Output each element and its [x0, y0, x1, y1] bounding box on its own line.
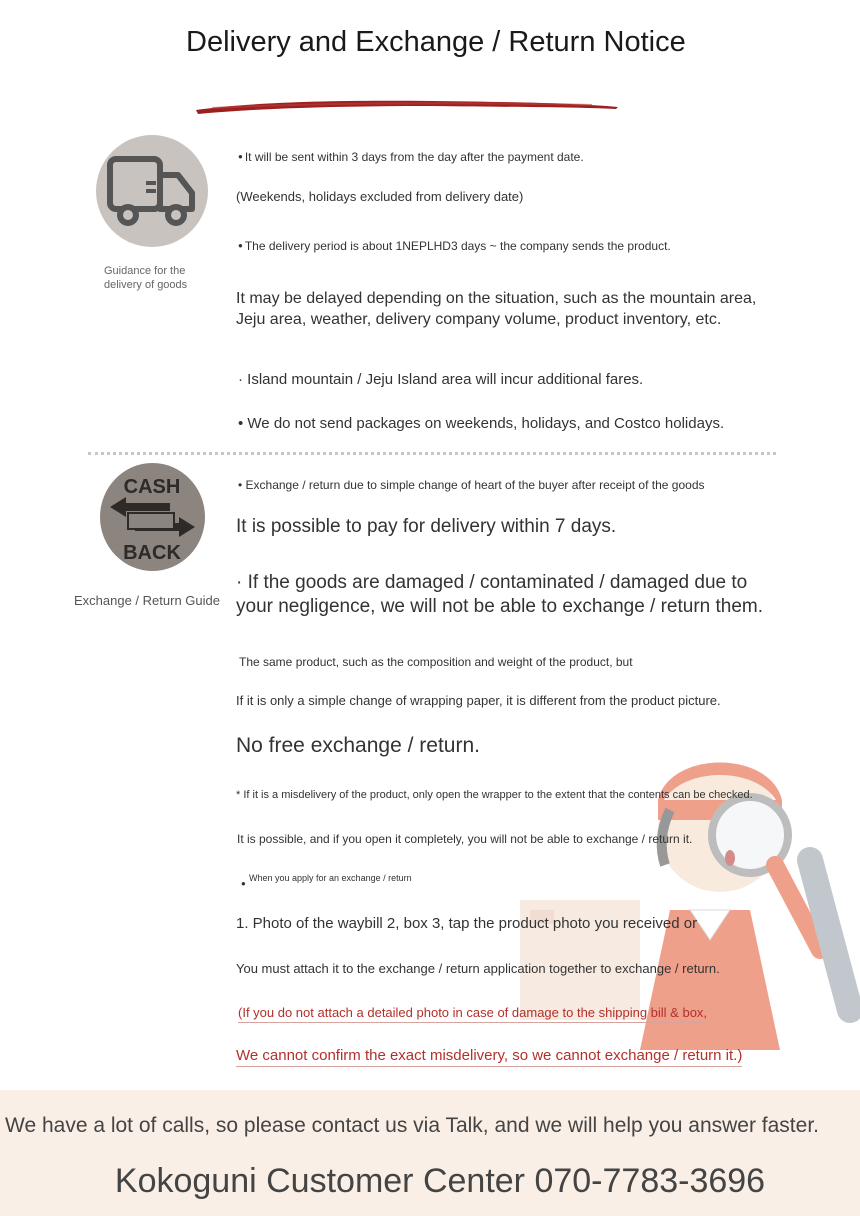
exchange-line: It is possible to pay for delivery within 7 days. — [236, 516, 617, 537]
exchange-line: The same product, such as the composition and weight of the product, but — [239, 655, 633, 669]
exchange-line: When you apply for an exchange / return — [249, 873, 412, 883]
exchange-warning-line: We cannot confirm the exact misdelivery, so we cannot exchange / return it.) — [236, 1047, 742, 1067]
cash-back-text-bottom: BACK — [123, 542, 181, 564]
delivery-line: (Weekends, holidays excluded from delivery date) — [236, 189, 524, 204]
delivery-line: · Island mountain / Jeju Island area will incur additional fares. — [238, 371, 644, 388]
delivery-line: • We do not send packages on weekends, holidays, and Costco holidays. — [238, 415, 725, 432]
delivery-truck-icon — [96, 135, 208, 247]
exchange-line: No free exchange / return. — [236, 734, 480, 757]
red-brush-underline — [192, 94, 622, 116]
delivery-line: ● The delivery period is about 1NEPLHD3 days ~ the company sends the product. — [238, 239, 671, 253]
exchange-line: It is possible, and if you open it completely, you will not be able to exchange / return it. — [237, 832, 693, 846]
exchange-warning-line: (If you do not attach a detailed photo in case of damage to the shipping bill & box, — [238, 1005, 707, 1023]
courier-illustration — [520, 740, 860, 1050]
exchange-line: 1. Photo of the waybill 2, box 3, tap the product photo you received or — [236, 915, 698, 932]
exchange-line: · If the goods are damaged / contaminated / damaged due to — [236, 572, 748, 593]
exchange-guide-label: Exchange / Return Guide — [74, 593, 220, 608]
exchange-line: your negligence, we will not be able to exchange / return them. — [236, 596, 764, 617]
delivery-line: It may be delayed depending on the situation, such as the mountain area, — [236, 290, 757, 307]
exchange-line: You must attach it to the exchange / return application together to exchange / return. — [236, 961, 720, 976]
exchange-line: If it is only a simple change of wrapping paper, it is different from the product picture. — [236, 693, 721, 708]
page-title: Delivery and Exchange / Return Notice — [186, 26, 686, 58]
footer-notice: We have a lot of calls, so please contact us via Talk, and we will help you answer faster. — [5, 1114, 819, 1137]
delivery-guide-label: Guidance for the delivery of goods — [104, 265, 188, 291]
exchange-line: * If it is a misdelivery of the product, only open the wrapper to the extent that the contents can be checked. — [236, 789, 753, 801]
cash-back-icon — [100, 463, 205, 571]
cash-back-text-top: CASH — [123, 476, 181, 498]
delivery-line: ● It will be sent within 3 days from the day after the payment date. — [238, 150, 584, 164]
customer-center-contact: Kokoguni Customer Center 070-7783-3696 — [114, 1162, 766, 1200]
exchange-line: • Exchange / return due to simple change of heart of the buyer after receipt of the goods — [238, 478, 705, 492]
delivery-line: Jeju area, weather, delivery company volume, product inventory, etc. — [236, 311, 722, 328]
section-divider — [88, 452, 776, 455]
bullet-icon: ● — [241, 879, 246, 888]
